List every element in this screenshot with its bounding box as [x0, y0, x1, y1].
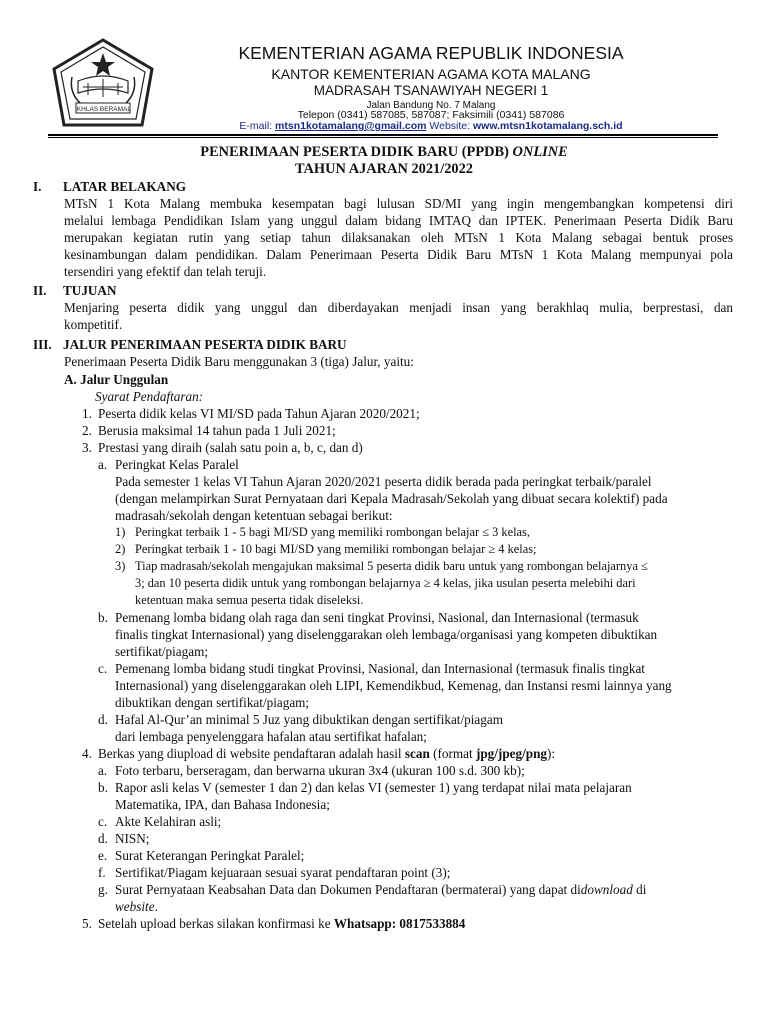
list-letter: d. — [98, 712, 108, 727]
requirement-4: Berkas yang diupload di website pendaftaran adalah hasil scan (format jpg/jpeg/png): — [98, 746, 556, 761]
syarat-heading: Syarat Pendaftaran: — [95, 389, 204, 404]
requirement-5: Setelah upload berkas silakan konfirmasi ke Whatsapp: 0817533884 — [98, 916, 466, 931]
requirement-2: Berusia maksimal 14 tahun pada 1 Juli 2021; — [98, 423, 336, 438]
doc-title: PENERIMAAN PESERTA DIDIK BARU (PPDB) ONLINE — [200, 144, 568, 160]
list-letter: c. — [98, 814, 108, 829]
section-1-line: MTsN 1 Kota Malang membuka kesempatan bagi lulusan SD/MI yang ingin mengembangkan kompetensi diri — [64, 196, 733, 211]
ranking-rule-2: Peringkat terbaik 1 - 10 bagi MI/SD yang memiliki rombongan belajar ≥ 4 kelas; — [135, 542, 537, 556]
school-name: MADRASAH TSANAWIYAH NEGERI 1 — [313, 83, 549, 98]
doc-subtitle: TAHUN AJARAN 2021/2022 — [294, 161, 474, 177]
list-number: 1. — [82, 406, 92, 421]
option-a-line: Pada semester 1 kelas VI Tahun Ajaran 2020/2021 peserta didik berada pada peringkat terbaik/paralel — [115, 474, 652, 489]
section-3-number: III. — [33, 337, 52, 352]
section-3-intro: Penerimaan Peserta Didik Baru menggunakan 3 (tiga) Jalur, yaitu: — [64, 354, 414, 369]
section-1-line: tersendiri yang efektif dan telah teruji. — [64, 264, 267, 279]
file-f: Sertifikat/Piagam kejuaraan sesuai syarat pendaftaran point (3); — [115, 865, 451, 880]
option-d-line: dari lembaga penyelenggara hafalan atau sertifikat hafalan; — [115, 729, 427, 744]
section-1-line: melalui lembaga Pendidikan Islam yang unggul dalam bidang IMTAQ dan IPTEK. Penerimaan Peserta Didik Baru — [64, 213, 733, 228]
file-e: Surat Keterangan Peringkat Paralel; — [115, 848, 305, 863]
section-1-number: I. — [33, 179, 42, 194]
list-letter: b. — [98, 610, 108, 625]
requirement-3: Prestasi yang diraih (salah satu poin a, b, c, dan d) — [98, 440, 363, 455]
section-2-number: II. — [33, 283, 47, 298]
list-letter: g. — [98, 882, 108, 897]
ranking-rule-3-line: 3; dan 10 peserta didik untuk yang rombongan belajarnya ≥ 4 kelas, jika usulan peserta melebihi dari — [135, 576, 636, 590]
option-a-line: madrasah/sekolah dengan ketentuan sebagai berikut: — [115, 508, 393, 523]
ranking-rule-3-line: ketentuan maka semua peserta tidak diseleksi. — [135, 593, 364, 607]
file-d: NISN; — [115, 831, 150, 846]
section-1-line: kesinambungan dalam pendidikan. Dalam Penerimaan Peserta Didik Baru MTsN 1 Kota Malang mempunyai pola — [64, 247, 733, 262]
list-letter: d. — [98, 831, 108, 846]
section-2-heading: TUJUAN — [63, 283, 117, 298]
letterhead — [0, 0, 768, 140]
school-address: Jalan Bandung No. 7 Malang — [366, 100, 496, 111]
website-label: Website: — [429, 120, 471, 132]
option-a-line: (dengan melampirkan Surat Pernyataan dari Kepala Madrasah/Sekolah yang dibuat secara kolektif) pada — [115, 491, 668, 506]
section-2-line: kompetitif. — [64, 317, 123, 332]
letterhead-rule-thick — [48, 134, 718, 136]
list-letter: e. — [98, 848, 108, 863]
file-c: Akte Kelahiran asli; — [115, 814, 222, 829]
list-number: 3. — [82, 440, 92, 455]
ministry-name: KEMENTERIAN AGAMA REPUBLIK INDONESIA — [238, 43, 624, 63]
website-link[interactable]: www.mtsn1kotamalang.sch.id — [472, 120, 623, 132]
ranking-rule-3-line: Tiap madrasah/sekolah mengajukan maksimal 5 peserta didik baru untuk yang rombongan belajarnya ≤ — [135, 559, 648, 573]
option-c-line: dibuktikan dengan sertifikat/piagam; — [115, 695, 310, 710]
contact-line — [0, 118, 768, 135]
list-number: 2. — [82, 423, 92, 438]
email-label: E-mail: — [239, 120, 273, 132]
file-b-line: Rapor asli kelas V (semester 1 dan 2) dan kelas VI (semester 1) yang terdapat nilai mata pelajaran — [115, 780, 632, 795]
list-number: 2) — [115, 542, 126, 556]
file-g-line: Surat Pernyataan Keabsahan Data dan Dokumen Pendaftaran (bermaterai) yang dapat didownload di — [115, 882, 647, 897]
option-b-line: sertifikat/piagam; — [115, 644, 209, 659]
option-b-line: Pemenang lomba bidang olah raga dan seni tingkat Provinsi, Nasional, dan Internasional (termasuk — [115, 610, 639, 625]
option-c-line: Internasional) yang diselenggarakan oleh LIPI, Kemendikbud, Kemenag, dan Instansi resmi lainnya yang — [115, 678, 672, 693]
option-d-line: Hafal Al-Qur’an minimal 5 Juz yang dibuktikan dengan sertifikat/piagam — [115, 712, 503, 727]
list-letter: a. — [98, 457, 108, 472]
doc-title-online: ONLINE — [512, 144, 568, 160]
list-number: 4. — [82, 746, 92, 761]
file-g-line: website. — [115, 899, 158, 914]
file-a: Foto terbaru, berseragam, dan berwarna ukuran 3x4 (ukuran 100 s.d. 300 kb); — [115, 763, 525, 778]
section-2-line: Menjaring peserta didik yang unggul dan diberdayakan menjadi insan yang berakhlaq mulia, berprestasi, dan — [64, 300, 733, 315]
section-1-heading: LATAR BELAKANG — [63, 179, 186, 194]
file-b-line: Matematika, IPA, dan Bahasa Indonesia; — [115, 797, 330, 812]
section-3-heading: JALUR PENERIMAAN PESERTA DIDIK BARU — [63, 337, 347, 352]
list-number: 5. — [82, 916, 92, 931]
option-b-line: finalis tingkat Internasional) yang diselenggarakan oleh lembaga/organisasi yang kompeten dibuktikan — [115, 627, 658, 642]
list-number: 3) — [115, 559, 126, 573]
letterhead-rule-thin — [48, 137, 718, 138]
list-letter: b. — [98, 780, 108, 795]
school-phone: Telepon (0341) 587085, 587087; Faksimili (0341) 587086 — [297, 109, 565, 121]
option-a-heading: Peringkat Kelas Paralel — [115, 457, 239, 472]
office-name: KANTOR KEMENTERIAN AGAMA KOTA MALANG — [271, 66, 591, 82]
list-letter: c. — [98, 661, 108, 676]
logo-motto: IKHLAS BERAMAL — [75, 106, 131, 113]
whatsapp-contact: Whatsapp: 0817533884 — [333, 916, 466, 931]
list-number: 1) — [115, 525, 126, 539]
ranking-rule-1: Peringkat terbaik 1 - 5 bagi MI/SD yang memiliki rombongan belajar ≤ 3 kelas, — [135, 525, 530, 539]
section-1-line: merupakan kegiatan rutin yang setiap tahun dilaksanakan oleh MTsN 1 Kota Malang sebagai bentuk proses — [64, 230, 733, 245]
list-letter: f. — [98, 865, 106, 880]
email-link[interactable]: mtsn1kotamalang@gmail.com — [275, 120, 427, 132]
list-letter: a. — [98, 763, 108, 778]
option-c-line: Pemenang lomba bidang studi tingkat Provinsi, Nasional, dan Internasional (termasuk finalis tingkat — [115, 661, 645, 676]
jalur-unggulan-heading: A. Jalur Unggulan — [64, 372, 169, 387]
requirement-1: Peserta didik kelas VI MI/SD pada Tahun Ajaran 2020/2021; — [98, 406, 420, 421]
